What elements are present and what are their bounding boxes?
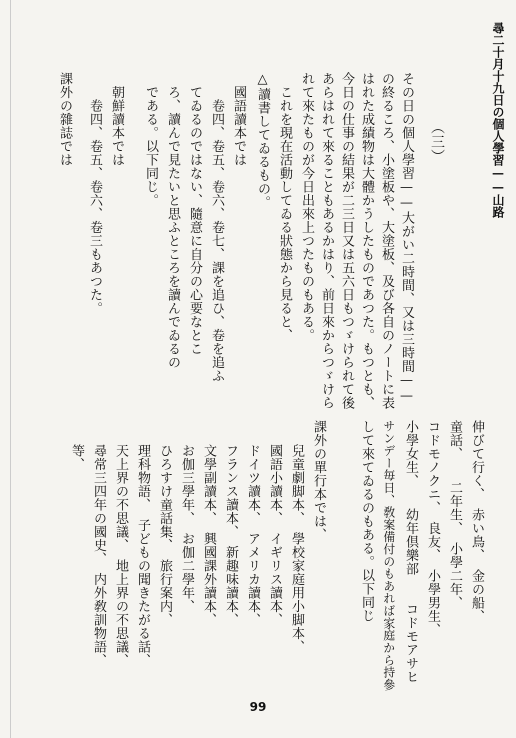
text-column: 朝鮮讀本では	[109, 72, 124, 167]
text-column: ろ、讀んで見たいと思ふところを讀んでゐるの	[165, 72, 180, 369]
text-column: 課外の單行本では、	[311, 420, 326, 542]
text-column: フランス讀本、 新趣味讀本、	[223, 444, 238, 627]
text-column: 理科物語、 子どもの聞きたがる話、	[135, 444, 150, 667]
text-column: 伸びて行く、 赤い鳥、 金の船、	[469, 420, 484, 623]
running-header: 尋二十月十九日の個人學習——山路	[491, 22, 505, 218]
page-number: 99	[249, 700, 267, 714]
text-column: その日の個人學習——大がい二時間、又は三時間——	[399, 72, 414, 404]
section-number: （三）	[429, 120, 445, 164]
text-column: 兒童劇脚本、 學校家庭用小脚本、	[289, 444, 304, 654]
text-column: 卷四、卷五、卷六、卷三もあつた。	[87, 72, 102, 315]
text-column: 等、	[69, 444, 84, 471]
text-column: サンデー毎日、敎案備付のもあれば家庭から持參	[381, 420, 396, 691]
text-column: てゐるのではない、隨意に自分の心要なとこ	[187, 72, 202, 356]
text-column: あらはれて來ることもあるかはり、前日來からつゞけら	[319, 72, 334, 410]
text-column: れて來たものが今日出來上つたものもある。	[299, 72, 314, 342]
text-column: お伽三學年、 お伽二學年、	[179, 444, 194, 613]
text-column: である。以下同じ。	[143, 72, 158, 207]
text-column: ドイツ讀本、 アメリカ讀本、	[245, 444, 260, 627]
text-column: 童話、 二年生、 小學二年、	[447, 420, 462, 610]
text-column: はれた成績物は大體かうしたものであつた。もつとも、	[359, 72, 374, 410]
text-column: 國語小讀本、 イギリス讀本、	[267, 444, 282, 627]
text-column: して來てゐるのもある。以下同じ	[359, 420, 374, 623]
text-column: 文學副讀本、 興國課外讀本、	[201, 444, 216, 627]
text-column: △讀書してゐるもの。	[255, 72, 270, 209]
text-column: 小學女生、 幼年倶樂部 コドモアサヒ	[403, 420, 418, 684]
text-column: 國語讀本では	[231, 72, 246, 167]
text-column: これを現在活動してゐる狀態から見ると、	[277, 72, 292, 342]
text-column: コドモノクニ、 良友、 小學男生、	[425, 420, 440, 637]
text-column: 天上界の不思議、 地上界の不思議、	[113, 444, 128, 667]
text-column: ひろすけ童話集、 旅行案内、	[157, 444, 172, 627]
text-column: 尋常三四年の國史、 内外敎訓物語、	[91, 444, 106, 667]
page-edge-line	[10, 0, 11, 738]
text-column: の終るころ、小塗板や、大塗板、及び各自のノートに表	[379, 72, 394, 410]
text-column: 今日の仕事の結果が二三日又は五六日もつゞけられて後	[339, 72, 354, 410]
text-column: 卷四、卷五、卷六、卷七、課を追ひ、卷を追ふ	[209, 72, 224, 383]
text-column: 課外の雜誌では	[57, 72, 72, 167]
